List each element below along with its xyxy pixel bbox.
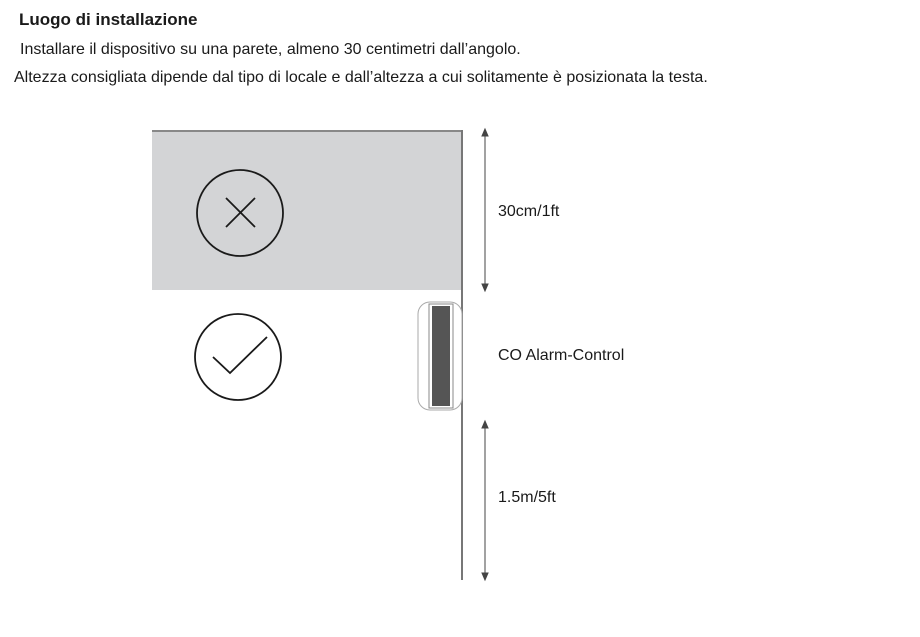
page-title: Luogo di installazione [19,10,198,29]
top-distance-arrow [482,129,488,291]
co-alarm-device [418,302,462,410]
instruction-text: Altezza consigliata dipende dal tipo di locale e dall’altezza a cui solitamente è posizionata la testa. [14,69,708,86]
bottom-distance-label: 1.5m/5ft [498,489,556,506]
check-circle-icon [195,314,281,400]
device-label: CO Alarm-Control [498,347,625,364]
forbidden-zone [152,130,462,290]
bottom-distance-arrow [482,421,488,580]
instruction-text: Installare il dispositivo su una parete, almeno 30 centimetri dall’angolo. [20,41,521,58]
top-distance-label: 30cm/1ft [498,203,560,220]
